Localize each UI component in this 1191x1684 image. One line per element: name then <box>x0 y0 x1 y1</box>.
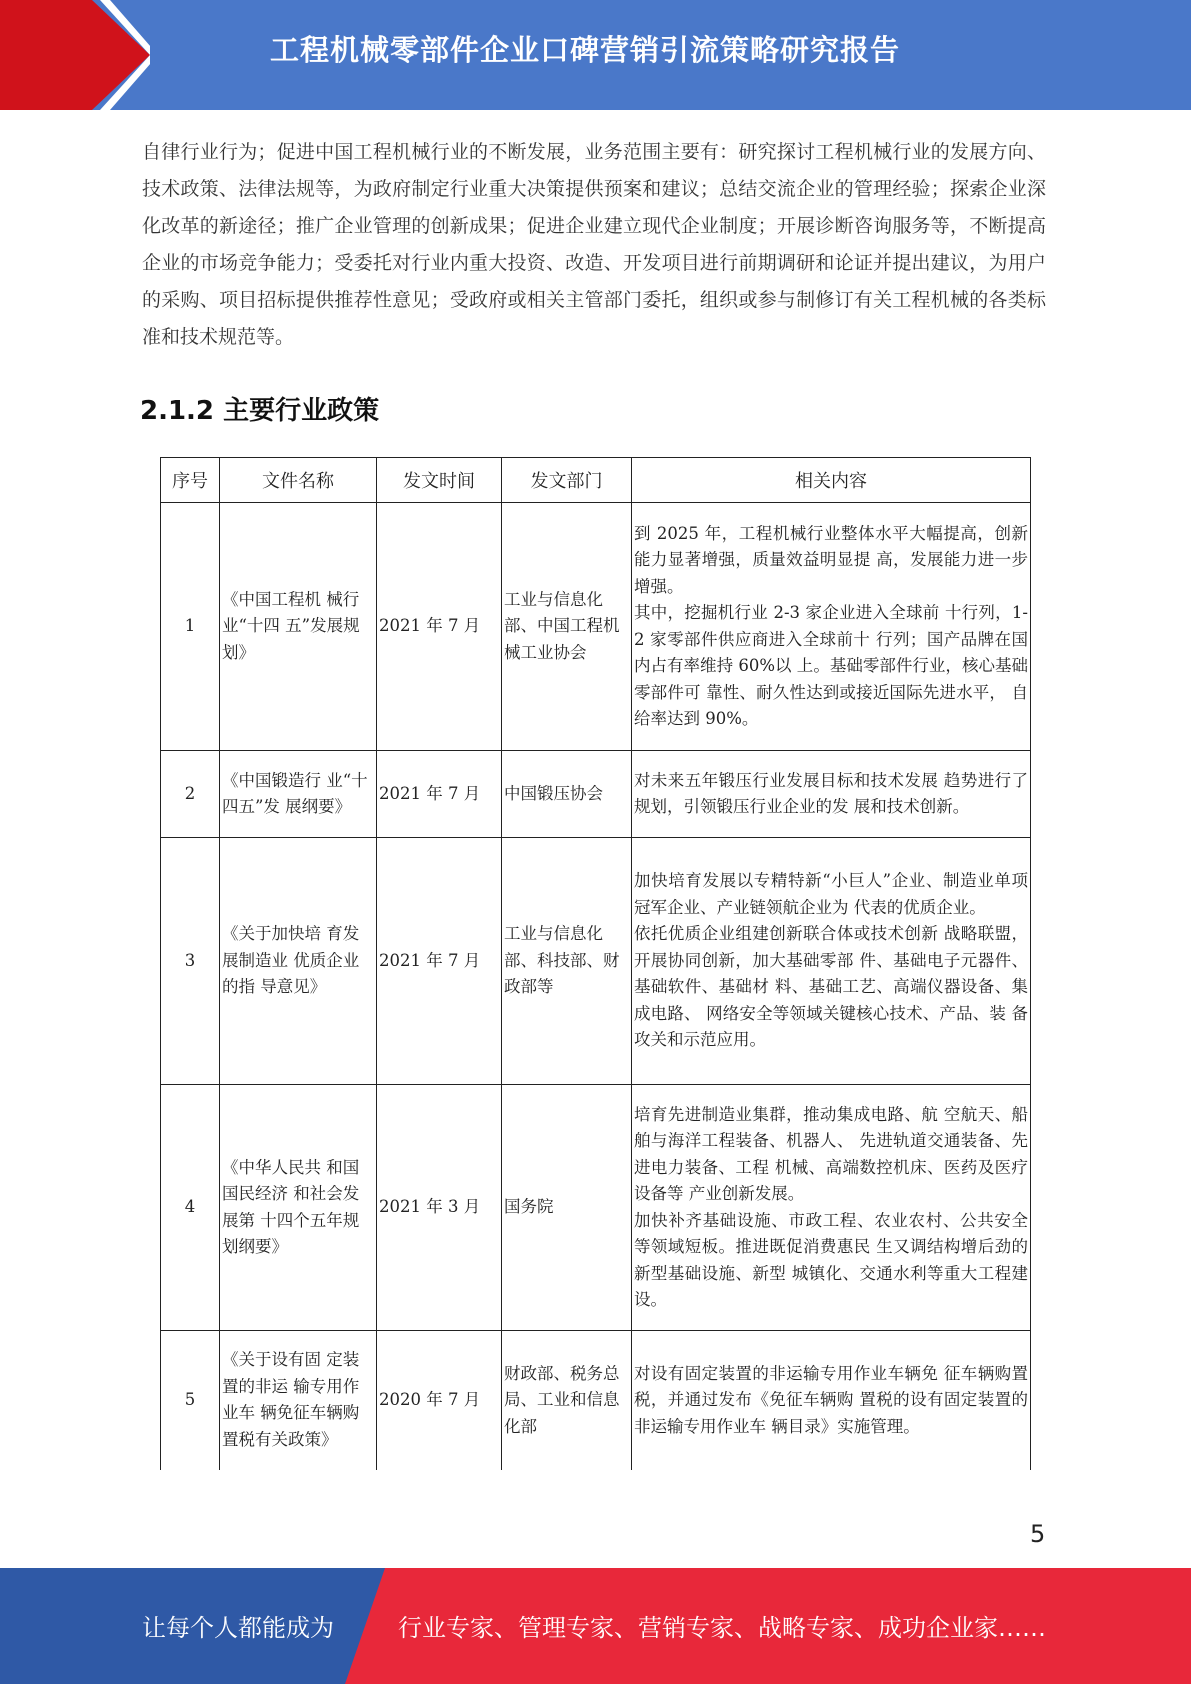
header-arrow-decoration <box>0 0 150 110</box>
footer-slogan-left: 让每个人都能成为 <box>142 1614 334 1642</box>
table-row <box>161 1331 1031 1470</box>
related-content: 到 2025 年，工程机械行业整体水平大幅提高，创新能力显著增强，质量效益明显提 高，发展能力进一步增强。 其中，挖掘机行业 2-3 家企业进入全球前 十行列，1-2 家零部件供应商进入全球前十 行列；国产品牌在国内占有率维持 60%以 上。基础零部件行业，核心基础零部件可 靠性、耐久性达到或接近国际先进水平， 自给率达到 90%。 <box>632 503 1031 751</box>
row-number: 1 <box>161 503 220 751</box>
intro-paragraph: 自律行业行为；促进中国工程机械行业的不断发展，业务范围主要有：研究探讨工程机械行业的发展方向、技术政策、法律法规等，为政府制定行业重大决策提供预案和建议；总结交流企业的管理经验；探索企业深化改革的新途径；推广企业管理的创新成果；促进企业建立现代企业制度；开展诊断咨询服务等，不断提高企业的市场竞争能力；受委托对行业内重大投资、改造、开发项目进行前期调研和论证并提出建议，为用户的采购、项目招标提供推荐性意见；受政府或相关主管部门委托，组织或参与制修订有关工程机械的各类标准和技术规范等。 <box>142 141 1046 348</box>
table-header-row <box>161 458 1031 503</box>
issue-date: 2021 年 7 月 <box>377 751 502 838</box>
issue-date: 2021 年 3 月 <box>377 1085 502 1331</box>
row-number: 2 <box>161 751 220 838</box>
issuing-department: 工业与信息化部、中国工程机械工业协会 <box>502 503 632 751</box>
table-row <box>161 838 1031 1085</box>
row-number: 3 <box>161 838 220 1085</box>
related-content: 对未来五年锻压行业发展目标和技术发展 趋势进行了规划，引领锻压行业企业的发 展和技术创新。 <box>632 751 1031 838</box>
header-cell-content: 相关内容 <box>632 458 1031 503</box>
table-row <box>161 1085 1031 1331</box>
header-cell-date: 发文时间 <box>377 458 502 503</box>
issuing-department: 国务院 <box>502 1085 632 1331</box>
page-header <box>0 0 1191 110</box>
page-number: 5 <box>1030 1520 1046 1548</box>
report-title: 工程机械零部件企业口碑营销引流策略研究报告 <box>270 33 901 67</box>
document-name: 《关于加快培 育发展制造业 优质企业的指 导意见》 <box>220 838 377 1085</box>
issue-date: 2021 年 7 月 <box>377 838 502 1085</box>
related-content: 加快培育发展以专精特新“小巨人”企业、制造业单项冠军企业、产业链领航企业为 代表的优质企业。 依托优质企业组建创新联合体或技术创新 战略联盟，开展协同创新，加大基础零部 件、基础电子元器件、基础软件、基础材 料、基础工艺、高端仪器设备、集成电路、 网络安全等领域关键核心技术、产品、装 备攻关和示范应用。 <box>632 838 1031 1085</box>
footer-slogan-right: 行业专家、管理专家、营销专家、战略专家、成功企业家…… <box>398 1614 1046 1642</box>
page-footer <box>0 1568 1191 1684</box>
document-name: 《关于设有固 定装置的非运 输专用作业车 辆免征车辆购 置税有关政策》 <box>220 1331 377 1470</box>
document-name: 《中国锻造行 业“十四五”发 展纲要》 <box>220 751 377 838</box>
document-name: 《中国工程机 械行业“十四 五”发展规划》 <box>220 503 377 751</box>
header-cell-no: 序号 <box>161 458 220 503</box>
document-name: 《中华人民共 和国国民经济 和社会发展第 十四个五年规 划纲要》 <box>220 1085 377 1331</box>
related-content: 培育先进制造业集群，推动集成电路、航 空航天、船舶与海洋工程装备、机器人、 先进轨道交通装备、先进电力装备、工程 机械、高端数控机床、医药及医疗设备等 产业创新发展。 加快补齐基础设施、市政工程、农业农村、公共安全等领域短板。推进既促消费惠民 生又调结构增后劲的新型基础设施、新型 城镇化、交通水利等重大工程建设。 <box>632 1085 1031 1331</box>
section-heading: 2.1.2 主要行业政策 <box>140 396 380 426</box>
policy-table <box>160 457 1031 1470</box>
issue-date: 2021 年 7 月 <box>377 503 502 751</box>
issuing-department: 财政部、税务总局、工业和信息化部 <box>502 1331 632 1470</box>
issuing-department: 中国锻压协会 <box>502 751 632 838</box>
row-number: 4 <box>161 1085 220 1331</box>
table-row <box>161 503 1031 751</box>
table-row <box>161 751 1031 838</box>
header-cell-dept: 发文部门 <box>502 458 632 503</box>
issue-date: 2020 年 7 月 <box>377 1331 502 1470</box>
related-content: 对设有固定装置的非运输专用作业车辆免 征车辆购置税，并通过发布《免征车辆购 置税的设有固定装置的非运输专用作业车 辆目录》实施管理。 <box>632 1331 1031 1470</box>
header-cell-name: 文件名称 <box>220 458 377 503</box>
row-number: 5 <box>161 1331 220 1470</box>
issuing-department: 工业与信息化部、科技部、财政部等 <box>502 838 632 1085</box>
